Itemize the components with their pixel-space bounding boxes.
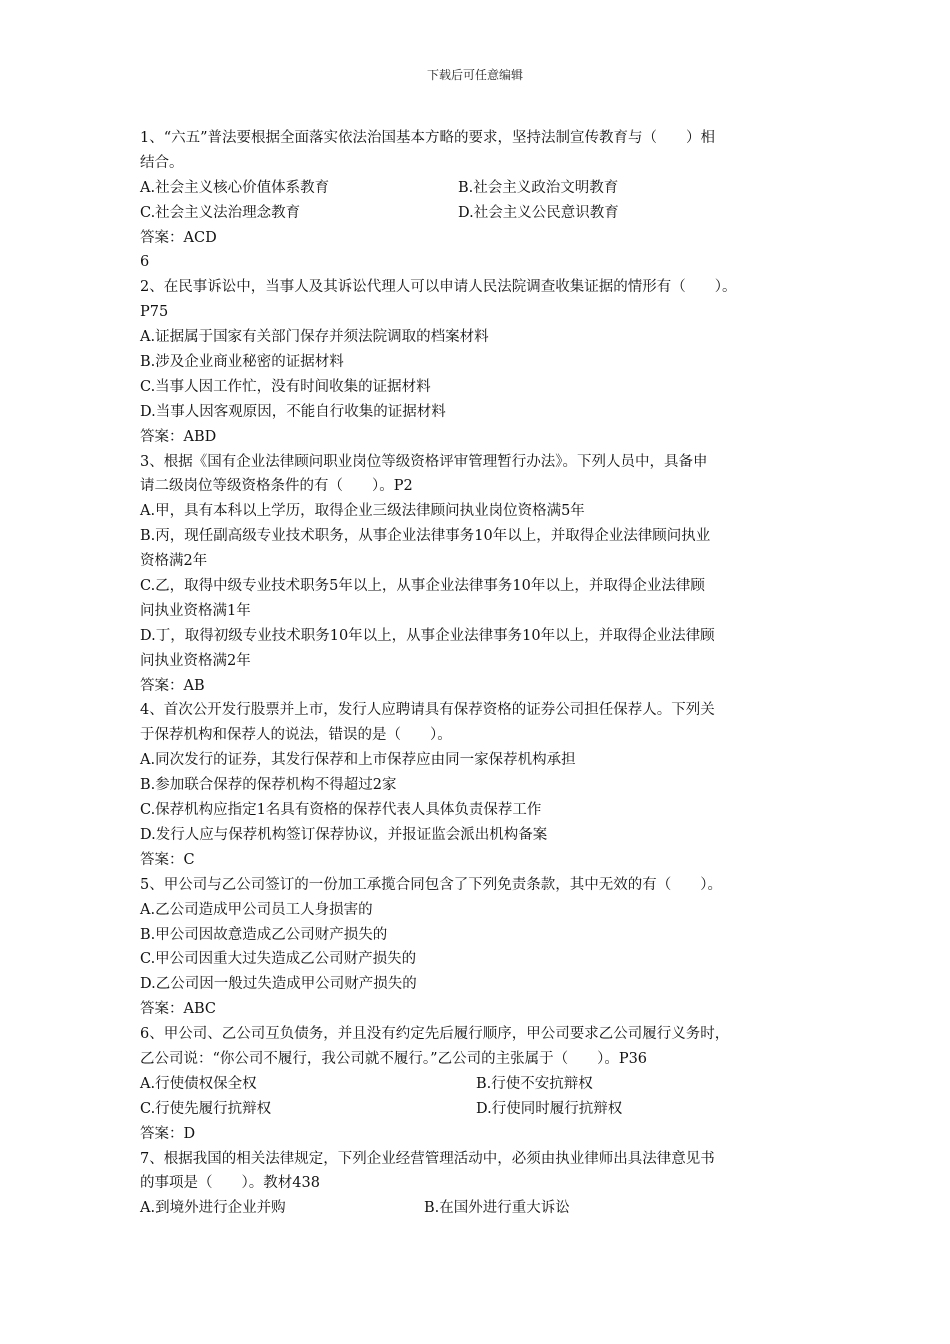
q3-answer: 答案：AB	[140, 677, 205, 694]
q4-stem-line1: 4、首次公开发行股票并上市，发行人应聘请具有保荐资格的证券公司担任保荐人。下列关	[140, 702, 715, 719]
q3-option-d-line2: 问执业资格满2年	[140, 652, 251, 669]
q3-option-d-line1: D.丁，取得初级专业技术职务10年以上，从事企业法律事务10年以上，并取得企业法律顾	[140, 627, 715, 644]
q4-option-c: C.保荐机构应指定1名具有资格的保荐代表人具体负责保荐工作	[140, 802, 542, 819]
q2-option-d: D.当事人因客观原因，不能自行收集的证据材料	[140, 403, 446, 420]
q2-stem-line2: P75	[140, 304, 169, 321]
q1-option-d: D.社会主义公民意识教育	[458, 204, 619, 221]
q3-option-c-line1: C.乙，取得中级专业技术职务5年以上，从事企业法律事务10年以上，并取得企业法律顾	[140, 578, 705, 595]
q1-option-a: A.社会主义核心价值体系教育	[140, 179, 330, 196]
q4-answer: 答案：C	[140, 851, 195, 868]
q7-options-row1	[140, 1196, 820, 1221]
q6-option-a: A.行使债权保全权	[140, 1075, 257, 1092]
q4-option-b: B.参加联合保荐的保荐机构不得超过2家	[140, 777, 397, 794]
q1-options-row2	[140, 201, 820, 226]
q6-stem-line2: 乙公司说：“你公司不履行，我公司就不履行。”乙公司的主张属于（ ）。P36	[140, 1050, 648, 1067]
q2-option-a: A.证据属于国家有关部门保存并须法院调取的档案材料	[140, 329, 489, 346]
q5-option-d: D.乙公司因一般过失造成甲公司财产损失的	[140, 976, 417, 993]
q5-option-a: A.乙公司造成甲公司员工人身损害的	[140, 901, 373, 918]
q6-stem-line1: 6、甲公司、乙公司互负债务，并且没有约定先后履行顺序，甲公司要求乙公司履行义务时，	[140, 1026, 730, 1043]
q1-extra-note: 6	[140, 254, 150, 271]
q2-option-b: B.涉及企业商业秘密的证据材料	[140, 354, 344, 371]
q3-stem-line1: 3、根据《国有企业法律顾问职业岗位等级资格评审管理暂行办法》。下列人员中，具备申	[140, 453, 708, 470]
q4-stem-line2: 于保荐机构和保荐人的说法，错误的是（ ）。	[140, 727, 452, 744]
q3-option-b-line1: B.丙，现任副高级专业技术职务，从事企业法律事务10年以上，并取得企业法律顾问执业	[140, 528, 711, 545]
q3-option-a: A.甲，具有本科以上学历，取得企业三级法律顾问执业岗位资格满5年	[140, 503, 585, 520]
q3-option-b-line2: 资格满2年	[140, 553, 208, 570]
q3-stem-line2: 请二级岗位等级资格条件的有（ ）。P2	[140, 478, 413, 495]
q1-options-row1	[140, 176, 820, 201]
q1-stem-line1: 1、“六五”普法要根据全面落实依法治国基本方略的要求，坚持法制宣传教育与（ ）相	[140, 130, 716, 146]
q1-answer: 答案：ACD	[140, 229, 217, 246]
q2-option-c: C.当事人因工作忙，没有时间收集的证据材料	[140, 378, 431, 395]
q1-option-c: C.社会主义法治理念教育	[140, 204, 301, 221]
q7-option-a: A.到境外进行企业并购	[140, 1200, 286, 1217]
q3-option-c-line2: 问执业资格满1年	[140, 602, 251, 619]
q1-stem-line2: 结合。	[140, 154, 184, 171]
q4-option-a: A.同次发行的证券，其发行保荐和上市保荐应由同一家保荐机构承担	[140, 752, 576, 769]
q6-option-b: B.行使不安抗辩权	[476, 1075, 593, 1092]
q1-option-b: B.社会主义政治文明教育	[458, 179, 619, 196]
q6-answer: 答案：D	[140, 1125, 196, 1142]
q6-option-d: D.行使同时履行抗辩权	[476, 1100, 623, 1117]
q4-option-d: D.发行人应与保荐机构签订保荐协议，并报证监会派出机构备案	[140, 826, 548, 843]
q7-option-b: B.在国外进行重大诉讼	[424, 1200, 570, 1217]
q5-option-b: B.甲公司因故意造成乙公司财产损失的	[140, 926, 388, 943]
q2-stem-line1: 2、在民事诉讼中，当事人及其诉讼代理人可以申请人民法院调查收集证据的情形有（ ）。	[140, 279, 737, 296]
q5-option-c: C.甲公司因重大过失造成乙公司财产损失的	[140, 951, 417, 968]
q6-options-row1	[140, 1072, 820, 1097]
q7-stem-line1: 7、根据我国的相关法律规定，下列企业经营管理活动中，必须由执业律师出具法律意见书	[140, 1150, 715, 1167]
page-header: 下载后可任意编辑	[426, 68, 523, 82]
q5-stem-line1: 5、甲公司与乙公司签订的一份加工承揽合同包含了下列免责条款，其中无效的有（ ）。	[140, 876, 722, 893]
question-list	[140, 126, 820, 1221]
q5-answer: 答案：ABC	[140, 1001, 216, 1018]
q6-option-c: C.行使先履行抗辩权	[140, 1100, 272, 1117]
q7-stem-line2: 的事项是（ ）。教材438	[140, 1175, 320, 1192]
q6-options-row2	[140, 1097, 820, 1122]
q2-answer: 答案：ABD	[140, 428, 217, 445]
